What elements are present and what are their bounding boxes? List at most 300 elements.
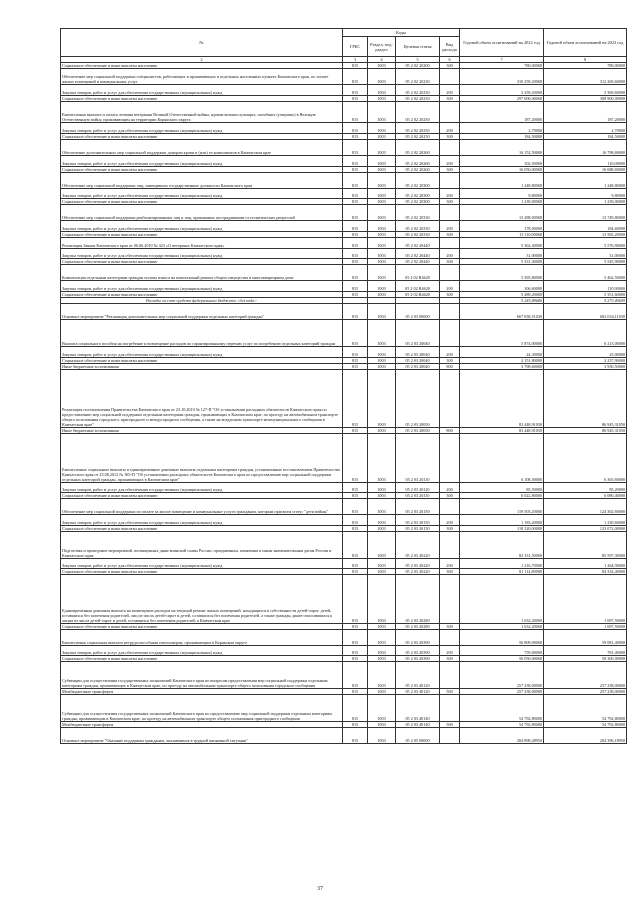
table-cell: 1003 bbox=[368, 656, 396, 662]
table-cell: Закупка товаров, работ и услуг для обеспечения государственных (муниципальных) нужд bbox=[61, 482, 343, 493]
table-cell: 667 838,51030 bbox=[460, 304, 544, 320]
table-cell: 815 bbox=[343, 281, 368, 292]
table-cell bbox=[440, 101, 460, 122]
table-cell: 815 bbox=[343, 363, 368, 369]
table-cell: 300 bbox=[440, 232, 460, 238]
table-cell: 815 bbox=[343, 721, 368, 727]
table-cell: 54 792,80000 bbox=[460, 695, 544, 722]
table-cell: Обеспечение мер социальной поддержки реабилитированных лиц и лиц, признанных пострадавшими от политических репрессий bbox=[61, 205, 343, 221]
table-row bbox=[61, 172, 627, 188]
table-cell: 13 288,00000 bbox=[460, 205, 544, 221]
table-cell: 1 632,20000 bbox=[460, 575, 544, 623]
table-row bbox=[61, 434, 627, 482]
table-cell bbox=[440, 265, 460, 281]
table-row bbox=[61, 346, 627, 357]
table-cell bbox=[440, 629, 460, 645]
table-cell: 6 022,80000 bbox=[460, 493, 544, 499]
table-cell: 13 749,80000 bbox=[544, 205, 627, 221]
table-cell: 05 2 02 20300 bbox=[396, 199, 440, 205]
table-cell: 05 2 03 20390 bbox=[396, 656, 440, 662]
table-cell: Социальное обеспечение и иные выплаты населению bbox=[61, 259, 343, 265]
table-cell: 1003 bbox=[368, 248, 396, 259]
table-cell: 5 243,89680 bbox=[460, 298, 544, 304]
table-cell: 1003 bbox=[368, 166, 396, 172]
table-cell: 815 bbox=[343, 221, 368, 232]
table-cell: 05 2 03 20050 bbox=[396, 428, 440, 434]
table-cell: 200 bbox=[440, 123, 460, 134]
table-cell: 5 395,80000 bbox=[460, 265, 544, 281]
table-cell: 300 bbox=[440, 199, 460, 205]
column-index: 6 bbox=[440, 57, 460, 63]
table-cell: Закупка товаров, работ и услуг для обеспечения государственных (муниципальных) нужд bbox=[61, 346, 343, 357]
table-cell: 815 bbox=[343, 238, 368, 249]
table-cell: 110,90000 bbox=[544, 281, 627, 292]
table-cell: 05 2 03 20040 bbox=[396, 357, 440, 363]
table-cell: 1003 bbox=[368, 721, 396, 727]
table-cell bbox=[440, 369, 460, 428]
table-cell: 1003 bbox=[368, 172, 396, 188]
table-cell: 200 bbox=[440, 482, 460, 493]
table-cell: 05 2 02 20230 bbox=[396, 69, 440, 85]
table-cell: 81 114,80000 bbox=[460, 569, 544, 575]
table-row bbox=[61, 248, 627, 259]
table-cell: Реализация Закона Камчатского края от 06.06.2019 № 323 «О ветеранах Камчатского края» bbox=[61, 238, 343, 249]
table-cell: 05 2 02 20230 bbox=[396, 95, 440, 101]
table-cell: 05 2 02 20250 bbox=[396, 101, 440, 122]
table-cell: 86 945,31050 bbox=[544, 369, 627, 428]
table-cell: 1003 bbox=[368, 662, 396, 689]
table-cell: 300 bbox=[440, 357, 460, 363]
table-cell: 1003 bbox=[368, 623, 396, 629]
table-cell: 1003 bbox=[368, 69, 396, 85]
table-cell: 1003 bbox=[368, 205, 396, 221]
table-cell: 05 2 03 00000 bbox=[396, 304, 440, 320]
table-cell: 815 bbox=[343, 499, 368, 515]
table-cell: 05 2 03 40140 bbox=[396, 721, 440, 727]
table-cell: 6 080,40000 bbox=[544, 493, 627, 499]
table-cell: 1003 bbox=[368, 320, 396, 347]
table-cell: 1003 bbox=[368, 259, 396, 265]
table-cell: 05 2 05 00000 bbox=[396, 727, 440, 743]
table-cell: 05 2 02 20330 bbox=[396, 232, 440, 238]
table-cell: 815 bbox=[343, 532, 368, 559]
table-cell: 05 2 03 20150 bbox=[396, 499, 440, 515]
col-header-csr: Целевая статья bbox=[396, 37, 440, 57]
table-cell: 815 bbox=[343, 259, 368, 265]
col-header-codes: Коды bbox=[343, 29, 460, 37]
table-cell: 300 bbox=[440, 63, 460, 69]
table-cell: 200 bbox=[440, 346, 460, 357]
table-cell: Социальное обеспечение и иные выплаты населению bbox=[61, 292, 343, 298]
table-cell: 59 081,40000 bbox=[544, 629, 627, 645]
table-cell: 815 bbox=[343, 493, 368, 499]
table-cell: Ежемесячная социальная выплата нетрудоспособным пенсионерам, проживающим в Корякском округе bbox=[61, 629, 343, 645]
table-cell: 300 bbox=[440, 292, 460, 298]
table-cell: 312 269,60000 bbox=[544, 69, 627, 85]
table-cell: 815 bbox=[343, 629, 368, 645]
table-cell: 56 050,00000 bbox=[460, 656, 544, 662]
table-cell bbox=[440, 304, 460, 320]
table-cell: 5 462,50000 bbox=[544, 265, 627, 281]
table-cell: 300 bbox=[440, 259, 460, 265]
table-cell: 106,60000 bbox=[460, 281, 544, 292]
table-cell: 815 bbox=[343, 95, 368, 101]
table-cell: 815 bbox=[343, 727, 368, 743]
table-cell: 1003 bbox=[368, 95, 396, 101]
table-cell: 200 bbox=[440, 248, 460, 259]
table-cell bbox=[440, 662, 460, 689]
table-cell: 1003 bbox=[368, 221, 396, 232]
table-cell: 1003 bbox=[368, 515, 396, 526]
table-cell: 815 bbox=[343, 526, 368, 532]
table-cell: Расходы за счет средств федерального бюджета <без кода> bbox=[61, 298, 343, 304]
table-cell: 1003 bbox=[368, 85, 396, 96]
table-cell: 682 034,11030 bbox=[544, 304, 627, 320]
table-cell: Закупка товаров, работ и услуг для обеспечения государственных (муниципальных) нужд bbox=[61, 221, 343, 232]
table-cell: 815 bbox=[343, 69, 368, 85]
table-row bbox=[61, 238, 627, 249]
table-cell: 5 351,60000 bbox=[544, 292, 627, 298]
table-cell: 1003 bbox=[368, 363, 396, 369]
table-row bbox=[61, 221, 627, 232]
table-cell: 759,00000 bbox=[460, 645, 544, 656]
table-cell: 1 697,50000 bbox=[544, 623, 627, 629]
table-cell: Ежемесячная выплата и оплата лечения ветеранам Великой Отечественной войны, вдовам военнослужащих, погибших (умерших) в Великую Отечественную войну, проживающим на территории Корякского округа bbox=[61, 101, 343, 122]
table-cell: 54 792,80000 bbox=[544, 695, 627, 722]
table-cell: 1 216,70000 bbox=[460, 558, 544, 569]
table-row bbox=[61, 532, 627, 559]
table-cell: 200 bbox=[440, 515, 460, 526]
table-cell: Социальное обеспечение и иные выплаты населению bbox=[61, 133, 343, 139]
table-cell bbox=[440, 205, 460, 221]
table-cell: Социальное обеспечение и иные выплаты населению bbox=[61, 232, 343, 238]
table-cell: 1003 bbox=[368, 695, 396, 722]
table-row bbox=[61, 645, 627, 656]
table-cell: Закупка товаров, работ и услуг для обеспечения государственных (муниципальных) нужд bbox=[61, 248, 343, 259]
table-cell: 05 2 03 20280 bbox=[396, 623, 440, 629]
table-cell bbox=[440, 532, 460, 559]
table-cell: 815 bbox=[343, 292, 368, 298]
table-cell: 05 2 02 20200 bbox=[396, 63, 440, 69]
table-cell: 815 bbox=[343, 172, 368, 188]
table-cell: 800 bbox=[440, 363, 460, 369]
table-cell bbox=[440, 695, 460, 722]
table-cell: 1003 bbox=[368, 133, 396, 139]
col-header-2023: Годовой объем ассигнований на 2023 год bbox=[544, 29, 627, 57]
table-cell: Субвенции для осуществления государственных полномочий Камчатского края по вопросам предоставления мер социальной поддержки отдельным категориям граждан, проживающих в Камчатском крае, по проезду на автомобильном транспорте общего пользования городского сообщения bbox=[61, 662, 343, 689]
table-cell: 815 bbox=[343, 320, 368, 347]
table-cell: 500 bbox=[440, 689, 460, 695]
table-cell: 5 576,90000 bbox=[544, 238, 627, 249]
table-row bbox=[61, 499, 627, 515]
table-cell: 815 bbox=[343, 482, 368, 493]
table-row bbox=[61, 188, 627, 199]
table-cell: 1003 bbox=[368, 265, 396, 281]
table-cell: 16 152,50000 bbox=[460, 139, 544, 155]
table-cell: Закупка товаров, работ и услуг для обеспечения государственных (муниципальных) нужд bbox=[61, 558, 343, 569]
table-cell: 05 2 03 40120 bbox=[396, 689, 440, 695]
table-cell: 815 bbox=[343, 695, 368, 722]
table-cell: 05 2 03 20050 bbox=[396, 369, 440, 428]
table-cell: 31,00000 bbox=[460, 248, 544, 259]
table-cell: Реализация постановления Правительства Камчатского края от 23.10.2010 № 127-П "Об установлении расходных обязательств Камчатского края по предоставлению мер социальной поддержки отдельным категориям граждан, проживающих в Камчатском крае, по проезду на автомобильном транспорте общего пользования городского, пригородного и междугородного сообщения, а также на воздушном транспорте межмуниципального сообщения в Камчатском крае" bbox=[61, 369, 343, 428]
table-cell: 82 331,50000 bbox=[460, 532, 544, 559]
table-cell: 54 792,80000 bbox=[460, 721, 544, 727]
table-cell: Социальное обеспечение и иные выплаты населению bbox=[61, 95, 343, 101]
table-cell: 05 2 02 20440 bbox=[396, 248, 440, 259]
table-cell: 31,00000 bbox=[544, 248, 627, 259]
table-row bbox=[61, 265, 627, 281]
table-cell: 815 bbox=[343, 645, 368, 656]
table-cell: Обеспечение мер социальной поддержки по оплате за жилое помещение и коммунальные услуги гражданам, которым присвоен статус "дети войны" bbox=[61, 499, 343, 515]
table-cell: 05 2 03 20220 bbox=[396, 532, 440, 559]
table-cell: 84 332,40000 bbox=[544, 569, 627, 575]
table-cell: 184,50000 bbox=[460, 133, 544, 139]
column-index: 4 bbox=[368, 57, 396, 63]
table-cell: 1 264,90000 bbox=[544, 558, 627, 569]
table-cell: Закупка товаров, работ и услуг для обеспечения государственных (муниципальных) нужд bbox=[61, 155, 343, 166]
table-cell: 5 273,40609 bbox=[544, 298, 627, 304]
table-cell: 815 bbox=[343, 575, 368, 623]
col-header-name: № bbox=[61, 29, 343, 57]
table-cell: 300 bbox=[440, 526, 460, 532]
table-cell: 05 2 03 20110 bbox=[396, 434, 440, 482]
table-cell: 1003 bbox=[368, 569, 396, 575]
table-cell: Социальное обеспечение и иные выплаты населению bbox=[61, 493, 343, 499]
table-cell: 1003 bbox=[368, 357, 396, 363]
table-cell: 83 448,91050 bbox=[460, 369, 544, 428]
table-cell: 1003 bbox=[368, 727, 396, 743]
table-cell: 05 2 03 40120 bbox=[396, 662, 440, 689]
column-index: 7 bbox=[460, 57, 544, 63]
table-cell: 05 2 02 R4620 bbox=[396, 265, 440, 281]
table-cell: 1003 bbox=[368, 304, 396, 320]
table-cell: 1003 bbox=[368, 434, 396, 482]
table-cell: 05 2 02 20330 bbox=[396, 221, 440, 232]
table-cell bbox=[440, 238, 460, 249]
table-cell: 05 2 03 20040 bbox=[396, 346, 440, 357]
table-cell: 1003 bbox=[368, 526, 396, 532]
table-cell: 204 898,28950 bbox=[460, 727, 544, 743]
table-cell: 1003 bbox=[368, 629, 396, 645]
table-row bbox=[61, 662, 627, 689]
table-cell: 187,20000 bbox=[460, 101, 544, 122]
table-cell: 200 bbox=[440, 221, 460, 232]
table-cell: 118 320,00000 bbox=[460, 526, 544, 532]
table-cell: 815 bbox=[343, 434, 368, 482]
table-cell bbox=[440, 434, 460, 482]
table-cell: Закупка товаров, работ и услуг для обеспечения государственных (муниципальных) нужд bbox=[61, 281, 343, 292]
table-cell: 815 bbox=[343, 304, 368, 320]
table-cell: Основное мероприятие "Реализация дополнительных мер социальной поддержки отдельных категорий граждан" bbox=[61, 304, 343, 320]
table-cell: 05 2 03 20390 bbox=[396, 645, 440, 656]
table-cell bbox=[440, 139, 460, 155]
table-cell: 815 bbox=[343, 369, 368, 428]
table-row bbox=[61, 629, 627, 645]
table-cell: Социальное обеспечение и иные выплаты населению bbox=[61, 63, 343, 69]
table-cell: 05 2 03 40140 bbox=[396, 695, 440, 722]
table-cell: Иные бюджетные ассигнования bbox=[61, 428, 343, 434]
table-cell: 815 bbox=[343, 85, 368, 96]
table-cell: 815 bbox=[343, 199, 368, 205]
table-cell: 257 238,00000 bbox=[544, 689, 627, 695]
table-cell: 310 259,20000 bbox=[460, 69, 544, 85]
budget-table-page bbox=[60, 28, 626, 744]
table-cell: 05 2 03 20280 bbox=[396, 575, 440, 623]
table-cell: Ежемесячные социальные выплаты и единовременные денежные выплаты отдельным категориям граждан, установленные постановлением Правительства Камчатского края от 23.08.2012 № 385-П "Об установлении расходных обязательств Камчатского края по предоставлению мер социальной поддержки отдельных категорий граждан, проживающих в Камчатском крае" bbox=[61, 434, 343, 482]
table-cell: 815 bbox=[343, 123, 368, 134]
table-cell: 1 239,00000 bbox=[460, 199, 544, 205]
table-cell: 1003 bbox=[368, 238, 396, 249]
table-cell: 16 688,69000 bbox=[544, 166, 627, 172]
table-cell: 200 bbox=[440, 558, 460, 569]
table-row bbox=[61, 205, 627, 221]
table-cell: 300 bbox=[440, 166, 460, 172]
table-cell: 1 632,20000 bbox=[460, 623, 544, 629]
table-cell: 1003 bbox=[368, 575, 396, 623]
table-cell: 05 2 02 20250 bbox=[396, 123, 440, 134]
table-cell: 05 2 03 20150 bbox=[396, 526, 440, 532]
table-cell: 110,00000 bbox=[544, 155, 627, 166]
table-cell: 5 331,40000 bbox=[460, 259, 544, 265]
table-cell: Социальное обеспечение и иные выплаты населению bbox=[61, 526, 343, 532]
table-cell: 83 448,91050 bbox=[460, 428, 544, 434]
table-cell: 815 bbox=[343, 205, 368, 221]
table-row bbox=[61, 123, 627, 134]
table-cell: Социальное обеспечение и иные выплаты населению bbox=[61, 199, 343, 205]
table-cell: 05 2 02 20250 bbox=[396, 133, 440, 139]
table-cell: 815 bbox=[343, 155, 368, 166]
table-cell: 5 289,20000 bbox=[460, 292, 544, 298]
table-cell: 1003 bbox=[368, 369, 396, 428]
table-cell: 187,20000 bbox=[544, 101, 627, 122]
budget-rows bbox=[61, 63, 627, 744]
table-row bbox=[61, 575, 627, 623]
table-cell: 200 bbox=[440, 281, 460, 292]
table-cell: 1003 bbox=[368, 558, 396, 569]
table-row bbox=[61, 695, 627, 722]
table-cell: Социальное обеспечение и иные выплаты населению bbox=[61, 166, 343, 172]
table-cell: 85,50000 bbox=[460, 482, 544, 493]
table-cell: 05 2 02 20260 bbox=[396, 155, 440, 166]
table-cell: 05 2 03 20040 bbox=[396, 320, 440, 347]
table-cell: 815 bbox=[343, 357, 368, 363]
table-cell: Закупка товаров, работ и услуг для обеспечения государственных (муниципальных) нужд bbox=[61, 123, 343, 134]
table-cell: 24,30000 bbox=[460, 346, 544, 357]
column-index: 2 bbox=[61, 57, 343, 63]
table-cell: 2 151,80000 bbox=[460, 357, 544, 363]
column-index: 8 bbox=[544, 57, 627, 63]
table-cell: 1003 bbox=[368, 493, 396, 499]
table-cell: 1003 bbox=[368, 281, 396, 292]
table-cell: 1003 bbox=[368, 482, 396, 493]
table-cell: 815 bbox=[343, 101, 368, 122]
table-cell: 3 798,60000 bbox=[460, 363, 544, 369]
table-cell: 815 bbox=[343, 63, 368, 69]
table-cell: 2 237,90000 bbox=[544, 357, 627, 363]
table-cell: 3 369,60000 bbox=[544, 85, 627, 96]
table-cell: 780,00000 bbox=[544, 63, 627, 69]
table-cell: 85 597,30000 bbox=[544, 532, 627, 559]
table-cell: 815 bbox=[343, 662, 368, 689]
table-cell: 257 238,00000 bbox=[544, 662, 627, 689]
table-cell: 1003 bbox=[368, 139, 396, 155]
table-cell bbox=[440, 727, 460, 743]
table-cell: 815 bbox=[343, 569, 368, 575]
table-cell: 05 2 02 20440 bbox=[396, 259, 440, 265]
table-cell: Обеспечение мер социальной поддержки лиц, замещавших государственные должности Камчатского края bbox=[61, 172, 343, 188]
table-cell: 9,80000 bbox=[544, 188, 627, 199]
table-cell: 05 2 02 R4620 bbox=[396, 281, 440, 292]
table-cell: 815 bbox=[343, 166, 368, 172]
table-cell: 815 bbox=[343, 515, 368, 526]
table-cell: Закупка товаров, работ и услуг для обеспечения государственных (муниципальных) нужд bbox=[61, 515, 343, 526]
table-cell: 05 2 02 20440 bbox=[396, 238, 440, 249]
table-cell: Социальное обеспечение и иные выплаты населению bbox=[61, 569, 343, 575]
table-cell: 54 792,80000 bbox=[544, 721, 627, 727]
table-cell: 815 bbox=[343, 133, 368, 139]
table-cell: Межбюджетные трансферты bbox=[61, 689, 343, 695]
table-cell: 58 300,00000 bbox=[544, 656, 627, 662]
table-cell: 05 2 02 20230 bbox=[396, 85, 440, 96]
column-index: 3 bbox=[343, 57, 368, 63]
table-cell: 124 302,60000 bbox=[544, 499, 627, 515]
table-cell: 6 108,30000 bbox=[460, 434, 544, 482]
table-cell: Подготовка и проведение мероприятий, посвященных дням воинской славы России, праздничным, памятным и иным знаменательным датам России и Камчатского края bbox=[61, 532, 343, 559]
table-cell: Единовременная денежная выплата на возмещение расходов на текущий ремонт жилых помещений, находящихся в собственности детей-сирот, детей, оставшихся без попечения родителей, лиц из числа детей-сирот и детей, оставшихся без попечения родителей, а также граждан, ранее относившихся к лицам из числа детей-сирот и детей, оставшихся без попечения родителей, в Камчатском крае bbox=[61, 575, 343, 623]
table-row bbox=[61, 320, 627, 347]
table-cell: Социальное обеспечение и иные выплаты населению bbox=[61, 357, 343, 363]
table-cell: 1003 bbox=[368, 532, 396, 559]
table-cell: 05 2 03 20220 bbox=[396, 558, 440, 569]
table-cell: Закупка товаров, работ и услуг для обеспечения государственных (муниципальных) нужд bbox=[61, 85, 343, 96]
table-cell: 86 945,31050 bbox=[544, 428, 627, 434]
table-cell: Обеспечение дополнительных мер социальной поддержки донорам крови и (или) ее компонентов в Камчатском крае bbox=[61, 139, 343, 155]
table-cell: 815 bbox=[343, 623, 368, 629]
table-cell: 2,70000 bbox=[460, 123, 544, 134]
table-cell bbox=[440, 69, 460, 85]
table-row bbox=[61, 155, 627, 166]
table-cell: 781,40000 bbox=[544, 645, 627, 656]
table-cell: 184,50000 bbox=[544, 133, 627, 139]
table-cell: 25,00000 bbox=[544, 346, 627, 357]
table-cell: 204 396,18950 bbox=[544, 727, 627, 743]
table-cell: 05 2 03 20220 bbox=[396, 569, 440, 575]
table-cell: 05 2 02 20330 bbox=[396, 205, 440, 221]
table-cell: 815 bbox=[343, 188, 368, 199]
table-cell: 1003 bbox=[368, 188, 396, 199]
table-cell: 1 248,80000 bbox=[544, 172, 627, 188]
table-row bbox=[61, 139, 627, 155]
table-cell: 5 874,00000 bbox=[460, 320, 544, 347]
table-cell: Закупка товаров, работ и услуг для обеспечения государственных (муниципальных) нужд bbox=[61, 188, 343, 199]
table-row bbox=[61, 69, 627, 85]
table-row bbox=[61, 101, 627, 122]
table-cell: 1003 bbox=[368, 346, 396, 357]
table-cell: 815 bbox=[343, 139, 368, 155]
table-row bbox=[61, 85, 627, 96]
table-cell: 16 798,69000 bbox=[544, 139, 627, 155]
page-number: 37 bbox=[317, 886, 323, 892]
table-cell: 6 365,60000 bbox=[544, 434, 627, 482]
table-cell bbox=[440, 575, 460, 623]
table-cell: 119 505,20000 bbox=[460, 499, 544, 515]
table-cell: 1003 bbox=[368, 292, 396, 298]
table-cell: 1003 bbox=[368, 63, 396, 69]
table-cell: Межбюджетные трансферты bbox=[61, 721, 343, 727]
table-cell: Основное мероприятие "Оказание поддержки гражданам, оказавшимся в трудной жизненной ситуации" bbox=[61, 727, 343, 743]
table-cell bbox=[440, 499, 460, 515]
